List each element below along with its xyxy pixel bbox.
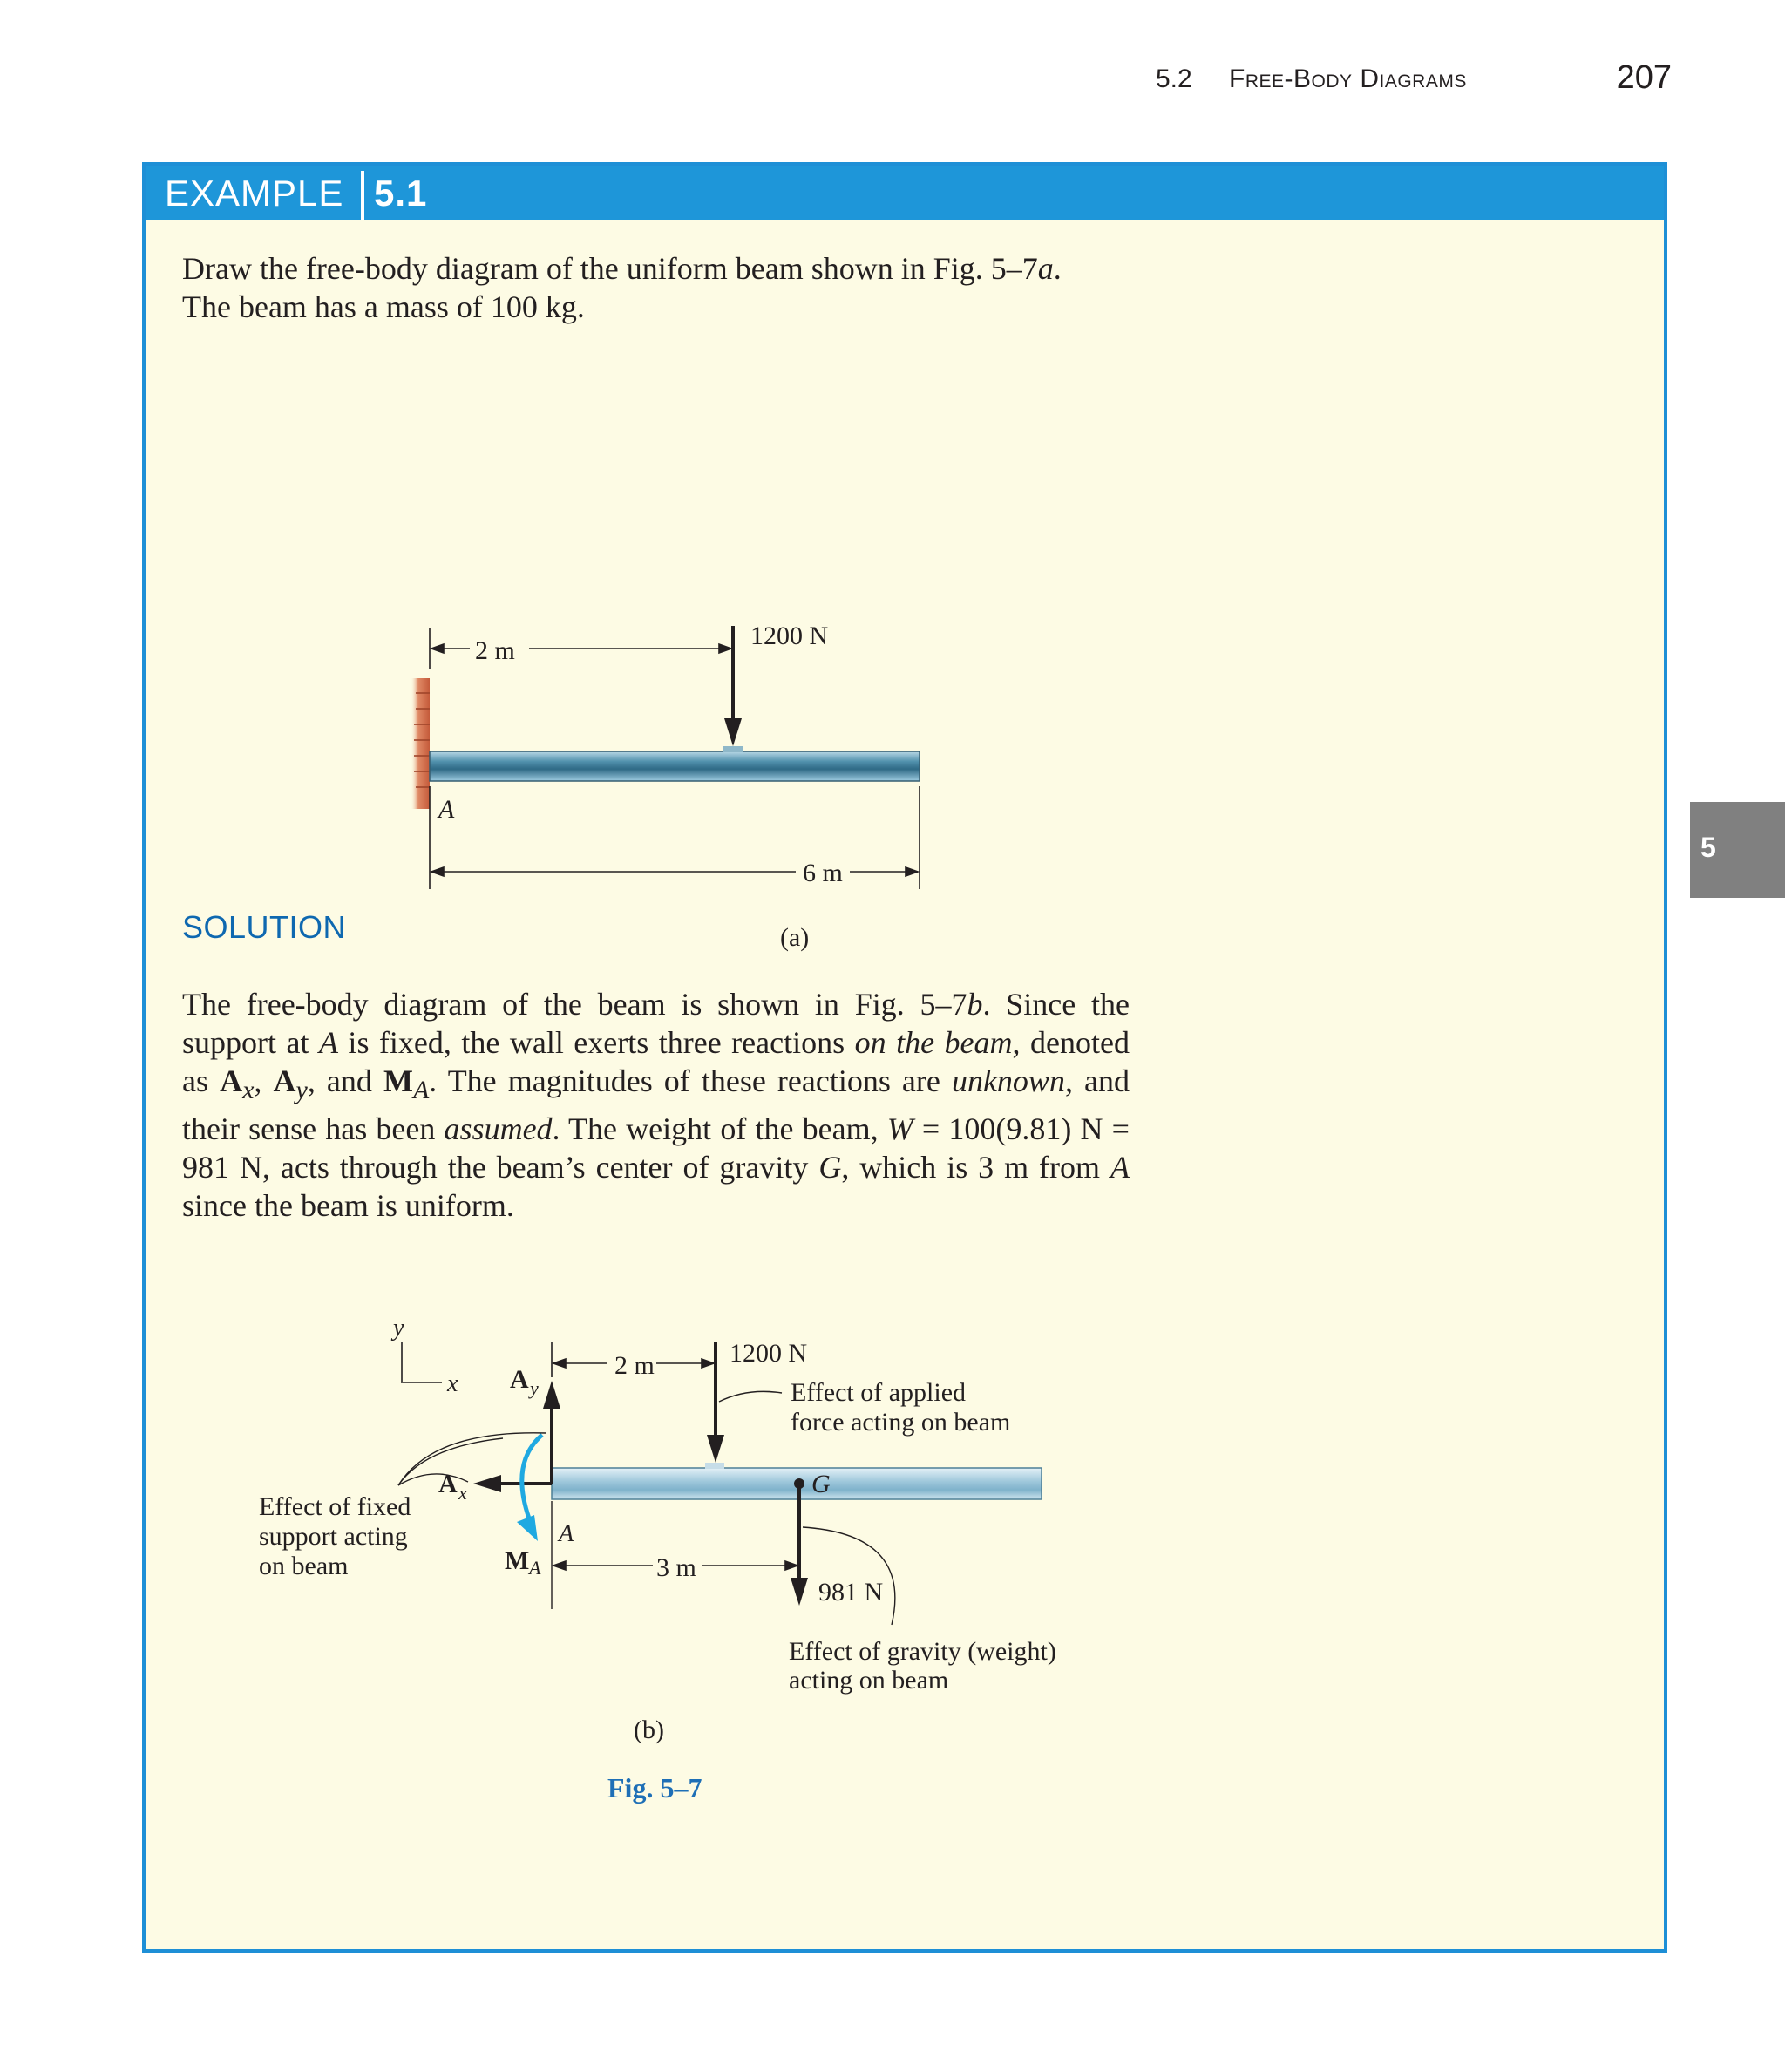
problem-text: The beam has a mass of 100 kg.	[182, 289, 585, 324]
problem-text: Draw the free-body diagram of the uniform beam shown in Fig. 5–7	[182, 251, 1038, 286]
load-plate	[705, 1463, 724, 1469]
figure-a-label: (a)	[780, 923, 810, 952]
dimension-3m-label: 3 m	[656, 1553, 696, 1582]
section-number: 5.2	[1156, 65, 1192, 93]
point-a-label: A	[559, 1520, 574, 1547]
axis-x-label: x	[447, 1370, 458, 1397]
solution-run: The free-body diagram of the beam is shown in Fig. 5–7	[182, 987, 967, 1022]
beam	[430, 751, 920, 781]
page-number: 207	[1616, 59, 1672, 96]
point-g-label: G	[811, 1470, 831, 1498]
solution-run: . The weight of the beam,	[552, 1111, 887, 1147]
dimension-6m	[430, 786, 920, 889]
solution-run-italic: A	[1110, 1150, 1130, 1185]
dimension-6m-label: 6 m	[803, 859, 843, 887]
solution-run: , and	[307, 1063, 383, 1098]
ax-sub-label: x	[458, 1482, 467, 1504]
example-header	[146, 166, 1664, 220]
gravity-note-line1: Effect of gravity (weight)	[789, 1637, 1056, 1666]
solution-run-italic: G	[818, 1150, 842, 1185]
solution-text	[182, 985, 1130, 1225]
running-header	[1133, 59, 1682, 103]
load-plate	[723, 746, 743, 752]
force-label: 1200 N	[730, 1339, 808, 1368]
applied-note-line2: force acting on beam	[791, 1408, 1011, 1437]
solution-run: ,	[254, 1063, 274, 1098]
solution-run-italic: A	[318, 1025, 338, 1060]
force-arrow	[707, 1342, 724, 1463]
symbol-ma-sub: A	[412, 1076, 430, 1105]
fixed-wall	[411, 678, 430, 809]
solution-run-italic: assumed	[444, 1111, 553, 1147]
coordinate-axes	[401, 1342, 442, 1382]
weight-arrow	[791, 1487, 808, 1606]
figure-b-label: (b)	[634, 1715, 664, 1744]
ma-label: M	[505, 1546, 530, 1575]
problem-text: .	[1053, 251, 1062, 286]
gravity-note-leader	[803, 1527, 895, 1625]
symbol-ay-sub: y	[295, 1076, 308, 1105]
symbol-ax-sub: x	[242, 1076, 255, 1105]
point-a-label: A	[438, 795, 455, 824]
gravity-note-line2: acting on beam	[789, 1666, 949, 1695]
applied-note-line1: Effect of applied	[791, 1378, 967, 1407]
ay-sub-label: y	[530, 1377, 539, 1399]
solution-run-italic: b	[967, 987, 983, 1022]
symbol-ay: A	[273, 1063, 296, 1098]
section-title: Free-Body Diagrams	[1229, 65, 1467, 93]
problem-text-italic: a	[1037, 251, 1054, 286]
solution-run: . The magnitudes of these reactions are	[429, 1063, 952, 1098]
figure-a	[390, 445, 1087, 968]
chapter-tab-label: 5	[1700, 832, 1716, 863]
solution-run: is fixed, the wall exerts three reactions	[337, 1025, 855, 1060]
symbol-ax: A	[220, 1063, 243, 1098]
symbol-ma: M	[383, 1063, 413, 1098]
solution-run-italic: unknown	[951, 1063, 1065, 1098]
fixed-note-line3: on beam	[259, 1552, 349, 1580]
example-number: 5.1	[374, 173, 428, 214]
solution-heading: SOLUTION	[182, 909, 347, 945]
dimension-2m-label: 2 m	[614, 1351, 655, 1380]
force-label: 1200 N	[750, 622, 829, 650]
ay-label: A	[510, 1365, 529, 1394]
solution-run: since the beam is uniform.	[182, 1188, 514, 1224]
ma-sub-label: A	[529, 1557, 541, 1579]
solution-run-italic: W	[886, 1111, 913, 1147]
figure-caption: Fig. 5–7	[607, 1772, 702, 1804]
dimension-2m-label: 2 m	[475, 636, 515, 665]
example-separator	[361, 171, 364, 220]
chapter-tab	[1690, 802, 1785, 898]
weight-label: 981 N	[818, 1578, 884, 1607]
applied-note-leader	[719, 1391, 782, 1402]
ax-label: A	[438, 1470, 458, 1498]
figure-b	[146, 1316, 1191, 1944]
ax-arrow	[473, 1475, 552, 1492]
solution-run: , denoted as	[182, 1025, 1130, 1098]
problem-statement	[182, 249, 1158, 326]
axis-y-label: y	[393, 1316, 404, 1342]
fixed-note-line2: support acting	[259, 1522, 408, 1551]
force-arrow	[724, 626, 742, 746]
solution-run: , which is 3 m from	[841, 1150, 1110, 1185]
fixed-note-line1: Effect of fixed	[259, 1492, 411, 1521]
example-label: EXAMPLE	[165, 173, 344, 214]
solution-run: . Since the support at	[182, 987, 1130, 1060]
solution-run: , and their sense has been	[182, 1063, 1130, 1147]
example-box	[142, 162, 1667, 1953]
solution-run: = 100(9.81) N = 981 N, acts through the beam’s center of gravity	[182, 1111, 1130, 1185]
solution-run-italic: on the beam	[854, 1025, 1013, 1060]
moment-arrow	[517, 1435, 542, 1541]
